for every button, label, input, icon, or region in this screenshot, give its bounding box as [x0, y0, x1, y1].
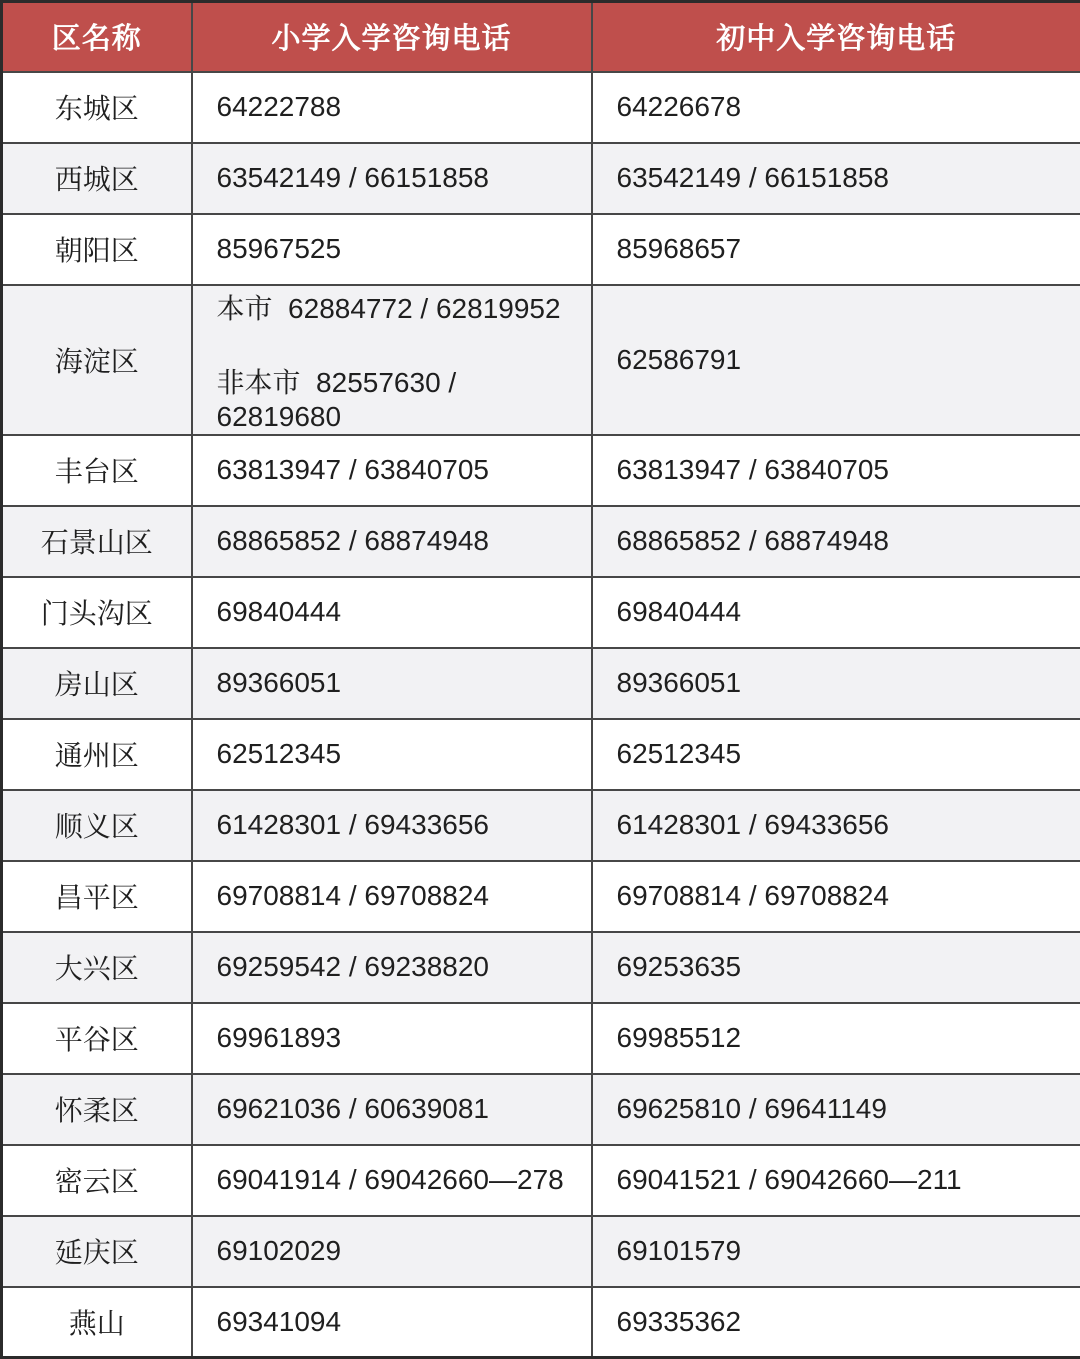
district-cell: 石景山区 [2, 506, 192, 577]
table-row [2, 1145, 1080, 1216]
middle-school-phone-cell: 69041521 / 69042660—211 [592, 1145, 1080, 1216]
table-header [2, 2, 1080, 72]
middle-school-phone-cell: 85968657 [592, 214, 1080, 285]
primary-school-phone-cell [192, 214, 592, 285]
middle-school-phone-cell: 63542149 / 66151858 [592, 143, 1080, 214]
primary-school-phone-cell [192, 506, 592, 577]
table-row [2, 861, 1080, 932]
table-row [2, 790, 1080, 861]
table-row [2, 72, 1080, 143]
district-cell: 延庆区 [2, 1216, 192, 1287]
middle-school-phone-cell: 62586791 [592, 285, 1080, 435]
table-row [2, 1074, 1080, 1145]
middle-school-phone-cell: 69625810 / 69641149 [592, 1074, 1080, 1145]
middle-school-phone-cell: 68865852 / 68874948 [592, 506, 1080, 577]
phone-line: 68865852 / 68874948 [217, 525, 583, 557]
header-row [2, 2, 1080, 72]
table-row [2, 435, 1080, 506]
primary-school-phone-cell [192, 1003, 592, 1074]
primary-school-phone-cell [192, 72, 592, 143]
phone-line: 69621036 / 60639081 [217, 1093, 583, 1125]
primary-school-phone-cell [192, 143, 592, 214]
phone-line: 63542149 / 66151858 [217, 162, 583, 194]
col-header-primary-school-phone: 小学入学咨询电话 [192, 2, 592, 72]
primary-school-phone-cell [192, 719, 592, 790]
phone-line: 62512345 [217, 738, 583, 770]
district-cell: 平谷区 [2, 1003, 192, 1074]
middle-school-phone-cell: 64226678 [592, 72, 1080, 143]
district-cell: 丰台区 [2, 435, 192, 506]
phone-line: 69341094 [217, 1306, 583, 1338]
primary-school-phone-cell [192, 1074, 592, 1145]
primary-school-phone-cell [192, 285, 592, 435]
table-row [2, 143, 1080, 214]
table-row [2, 506, 1080, 577]
phone-line: 61428301 / 69433656 [217, 809, 583, 841]
middle-school-phone-cell: 69335362 [592, 1287, 1080, 1358]
phone-line: 本市 62884772 / 62819952 [217, 287, 583, 327]
phone-line: 89366051 [217, 667, 583, 699]
phone-line: 64222788 [217, 91, 583, 123]
district-cell: 房山区 [2, 648, 192, 719]
middle-school-phone-cell: 69840444 [592, 577, 1080, 648]
col-header-district: 区名称 [2, 2, 192, 72]
primary-school-phone-cell [192, 1216, 592, 1287]
middle-school-phone-cell: 69253635 [592, 932, 1080, 1003]
district-cell: 通州区 [2, 719, 192, 790]
district-cell: 朝阳区 [2, 214, 192, 285]
middle-school-phone-cell: 89366051 [592, 648, 1080, 719]
district-cell: 东城区 [2, 72, 192, 143]
district-cell: 海淀区 [2, 285, 192, 435]
middle-school-phone-cell: 62512345 [592, 719, 1080, 790]
primary-school-phone-cell [192, 435, 592, 506]
district-cell: 昌平区 [2, 861, 192, 932]
primary-school-phone-cell [192, 1145, 592, 1216]
table-row [2, 577, 1080, 648]
district-cell: 密云区 [2, 1145, 192, 1216]
table-row [2, 1216, 1080, 1287]
district-cell: 燕山 [2, 1287, 192, 1358]
phone-line: 69840444 [217, 596, 583, 628]
table-row [2, 285, 1080, 435]
primary-school-phone-cell [192, 577, 592, 648]
district-cell: 顺义区 [2, 790, 192, 861]
table-row [2, 1287, 1080, 1358]
primary-school-phone-cell [192, 790, 592, 861]
district-cell: 大兴区 [2, 932, 192, 1003]
table-body [2, 72, 1080, 1358]
middle-school-phone-cell: 69101579 [592, 1216, 1080, 1287]
primary-school-phone-cell [192, 861, 592, 932]
table-row [2, 719, 1080, 790]
middle-school-phone-cell: 63813947 / 63840705 [592, 435, 1080, 506]
phone-line: 63813947 / 63840705 [217, 454, 583, 486]
middle-school-phone-cell: 61428301 / 69433656 [592, 790, 1080, 861]
district-cell: 西城区 [2, 143, 192, 214]
district-cell: 门头沟区 [2, 577, 192, 648]
phone-line: 69102029 [217, 1235, 583, 1267]
table-row [2, 214, 1080, 285]
table-row [2, 648, 1080, 719]
primary-school-phone-cell [192, 932, 592, 1003]
middle-school-phone-cell: 69985512 [592, 1003, 1080, 1074]
phone-line: 69259542 / 69238820 [217, 951, 583, 983]
primary-school-phone-cell [192, 648, 592, 719]
district-cell: 怀柔区 [2, 1074, 192, 1145]
phone-line: 非本市 82557630 / 62819680 [217, 361, 583, 433]
primary-school-phone-cell [192, 1287, 592, 1358]
phone-line: 69708814 / 69708824 [217, 880, 583, 912]
phone-line: 85967525 [217, 233, 583, 265]
middle-school-phone-cell: 69708814 / 69708824 [592, 861, 1080, 932]
phone-line: 69041914 / 69042660—278 [217, 1164, 583, 1196]
table-row [2, 1003, 1080, 1074]
table-row [2, 932, 1080, 1003]
col-header-middle-school-phone: 初中入学咨询电话 [592, 2, 1080, 72]
phone-line: 69961893 [217, 1022, 583, 1054]
